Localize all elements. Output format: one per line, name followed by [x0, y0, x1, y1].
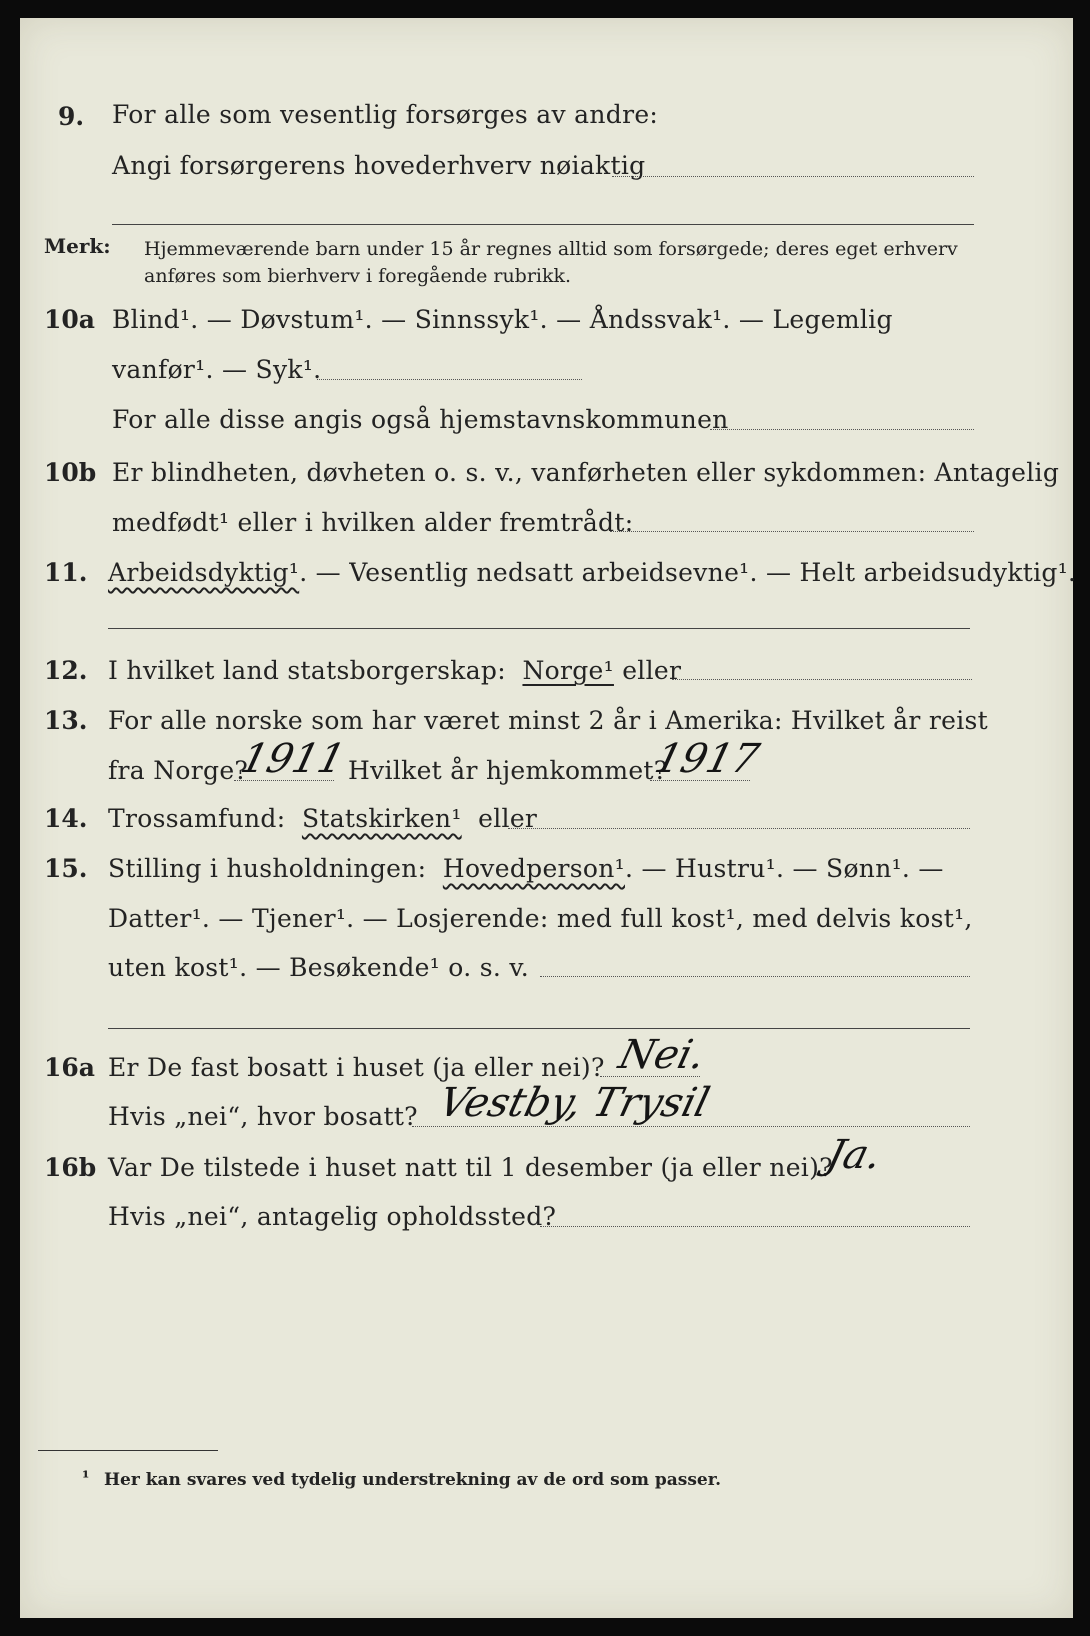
q15-prompt: Stilling i husholdningen:: [108, 854, 427, 883]
q16b-oppholdssted-line[interactable]: [540, 1226, 970, 1227]
footnote-text: Her kan svares ved tydelig understrekning av de ord som passer.: [104, 1470, 722, 1490]
q15-options-rest: . — Hustru¹. — Sønn¹. —: [625, 854, 944, 883]
q10a-line2: vanfør¹. — Syk¹.: [112, 355, 322, 384]
q14-number: 14.: [44, 804, 88, 833]
q16a-number: 16a: [44, 1053, 95, 1082]
q15-answer-rule[interactable]: [108, 1028, 970, 1029]
census-form-page: [20, 18, 1077, 1618]
q16a-hvor-line: [412, 1126, 970, 1127]
q15-answer-line[interactable]: [540, 976, 970, 977]
q9-line1: For alle som vesentlig forsørges av andre:: [112, 100, 659, 129]
q14-or: eller: [478, 804, 538, 833]
q16a-answer-bosatt[interactable]: Nei.: [614, 1032, 710, 1078]
q11-number: 11.: [44, 558, 88, 587]
q11-option-arbeidsdyktig[interactable]: Arbeidsdyktig¹: [108, 558, 300, 587]
q10b-line1: Er blindheten, døvheten o. s. v., vanførheten eller sykdommen: Antagelig: [112, 458, 1060, 487]
q9-line2: Angi forsørgerens hovederhverv nøiaktig: [112, 151, 646, 180]
q16b-number: 16b: [44, 1153, 97, 1182]
q11-options-rest: . — Vesentlig nedsatt arbeidsevne¹. — Helt arbeidsudyktig¹.: [299, 558, 1077, 587]
q14-line: [108, 804, 537, 833]
q10b-number: 10b: [44, 458, 97, 487]
q13-answer-hjemkommet[interactable]: 1917: [650, 736, 764, 782]
q16a-line1: Er De fast bosatt i huset (ja eller nei)?: [108, 1053, 605, 1082]
merk-line2: anføres som bierhverv i foregående rubrikk.: [144, 265, 572, 287]
q10a-line3: For alle disse angis også hjemstavnskommunen: [112, 405, 729, 434]
q10a-kommune-line[interactable]: [710, 429, 974, 430]
merk-line1: Hjemmeværende barn under 15 år regnes alltid som forsørgede; deres eget erhverv: [144, 238, 958, 260]
q13-hjemkommet-line: [650, 780, 750, 781]
q13-number: 13.: [44, 706, 88, 735]
q14-prompt: Trossamfund:: [108, 804, 286, 833]
q13-label-hjemkommet: Hvilket år hjemkommet?: [348, 756, 668, 785]
q12-or: eller: [622, 656, 682, 685]
q10a-number: 10a: [44, 305, 95, 334]
q13-label-reist: fra Norge?: [108, 756, 249, 785]
q10b-line2: medfødt¹ eller i hvilken alder fremtrådt:: [112, 508, 634, 537]
q11-answer-rule[interactable]: [108, 628, 970, 629]
q11-line: [108, 558, 1076, 587]
q15-line1: [108, 854, 944, 883]
q9-answer-line[interactable]: [612, 176, 974, 177]
q16a-line2: Hvis „nei“, hvor bosatt?: [108, 1102, 418, 1131]
q15-number: 15.: [44, 854, 88, 883]
q13-line1: For alle norske som har været minst 2 år i Amerika: Hvilket år reist: [108, 706, 989, 735]
q12-prompt: I hvilket land statsborgerskap:: [108, 656, 506, 685]
q16a-bosatt-line: [600, 1076, 700, 1077]
q16b-answer-tilstede[interactable]: Ja.: [822, 1132, 887, 1178]
q14-answer-line[interactable]: [508, 828, 970, 829]
q10a-answer-line[interactable]: [317, 379, 582, 380]
q15-option-hovedperson[interactable]: Hovedperson¹: [442, 854, 625, 883]
footnote-mark: ¹: [82, 1468, 90, 1488]
q12-answer-line[interactable]: [672, 679, 972, 680]
q13-reist-line: [234, 780, 334, 781]
q14-option-statskirken[interactable]: Statskirken¹: [301, 804, 462, 833]
footnote-separator: [38, 1450, 218, 1451]
q16b-line2: Hvis „nei“, antagelig opholdssted?: [108, 1202, 557, 1231]
q10b-answer-line[interactable]: [610, 531, 974, 532]
q16b-line1: Var De tilstede i huset natt til 1 desember (ja eller nei)?: [108, 1153, 833, 1182]
merk-label: Merk:: [44, 234, 111, 258]
q12-number: 12.: [44, 656, 88, 685]
q12-option-norge[interactable]: Norge¹: [522, 656, 614, 685]
q15-line3: uten kost¹. — Besøkende¹ o. s. v.: [108, 953, 530, 982]
q12-line: [108, 656, 681, 685]
q16a-answer-hvor[interactable]: Vestby, Trysil: [434, 1080, 715, 1126]
q10a-line1: Blind¹. — Døvstum¹. — Sinnssyk¹. — Åndssvak¹. — Legemlig: [112, 305, 893, 334]
q15-line2: Datter¹. — Tjener¹. — Losjerende: med full kost¹, med delvis kost¹,: [108, 904, 973, 933]
q9-number: 9.: [58, 102, 85, 131]
q13-answer-reist[interactable]: 1911: [236, 736, 350, 782]
q9-answer-rule[interactable]: [112, 224, 974, 225]
